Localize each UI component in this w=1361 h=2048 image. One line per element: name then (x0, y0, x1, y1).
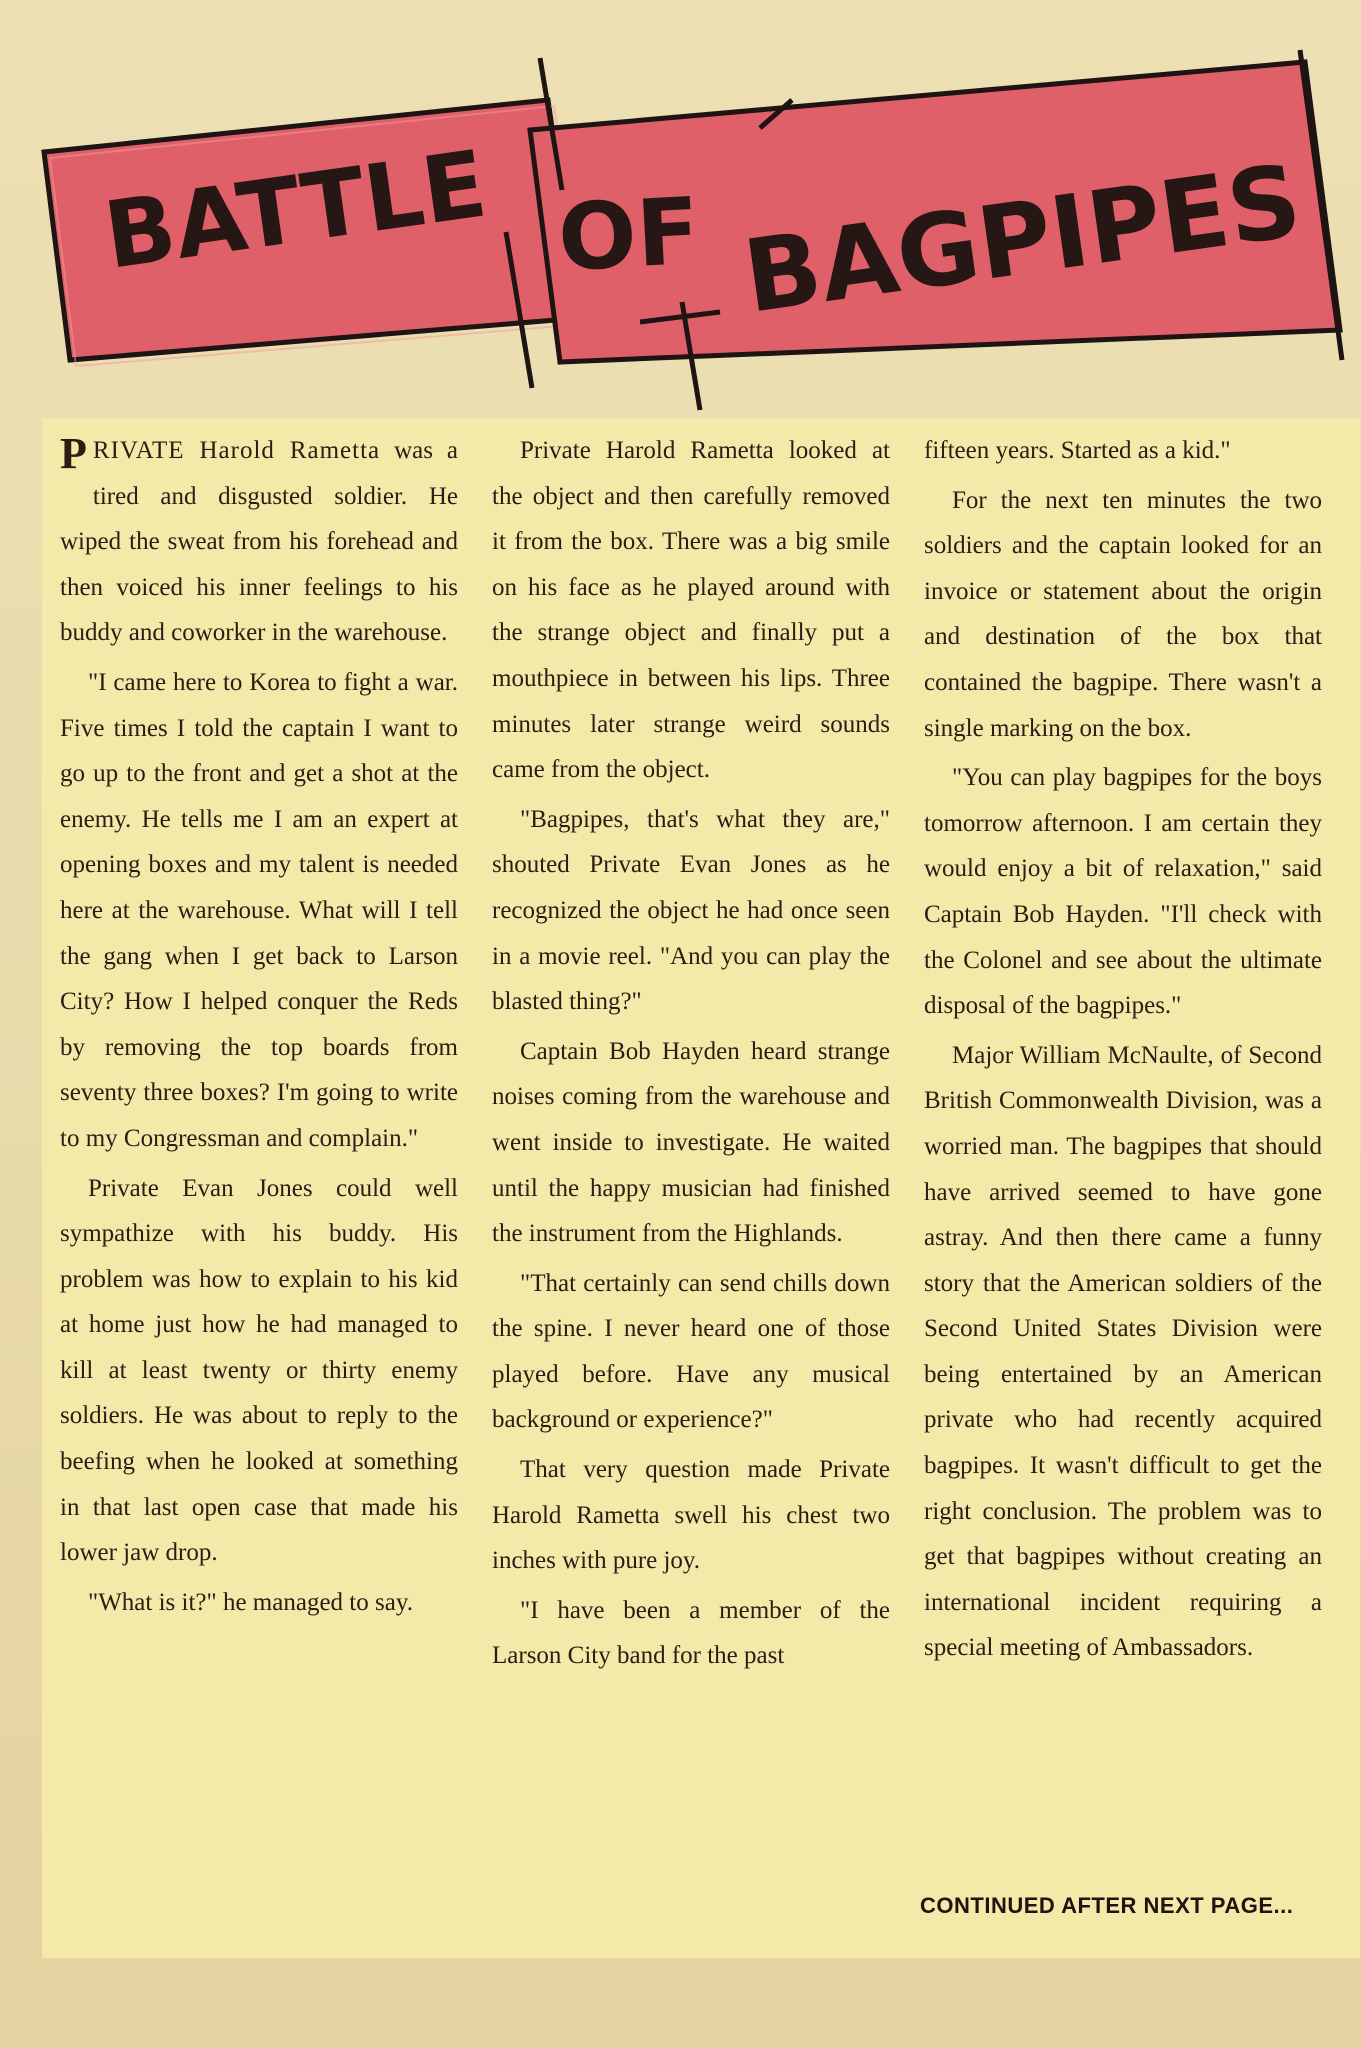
article-column-1 (60, 428, 458, 1908)
paragraph: Captain Bob Hayden heard strange noises coming from the warehouse and went inside to investigate. He waited until the happy musician had finished the instrument from the Highlands. (492, 1037, 890, 1248)
paragraph: For the next ten minutes the two soldiers and the captain looked for an invoice or statement about the origin and destination of the box that contained the bagpipe. There wasn't a single marking on the box. (924, 486, 1322, 742)
title-banner (0, 0, 1361, 420)
paragraph: Private Evan Jones could well sympathize with his buddy. His problem was how to explain to his kid at home just how he had managed to kill at least twenty or thirty enemy soldiers. He was about to reply to the beefing when he looked at something in that last open case that made his lower jaw drop. (60, 1174, 458, 1567)
continued-notice: CONTINUED AFTER NEXT PAGE... (920, 1893, 1294, 1918)
paragraph: "What is it?" he managed to say. (88, 1588, 413, 1616)
paragraph: Major William McNaulte, of Second British Commonwealth Division, was a worried man. The bagpipes that should have arrived seemed to have gone astray. And then there came a funny story that the American soldiers of the Second United States Division were being entertained by an American private who had recently acquired bagpipes. It wasn't difficult to get the right conclusion. The problem was to get that bagpipes without creating an international incident requiring a special meeting of Ambassadors. (924, 1041, 1322, 1662)
paragraph: That very question made Private Harold Rametta swell his chest two inches with pure joy. (492, 1456, 890, 1575)
paragraph: "I have been a member of the Larson City band for the past (492, 1596, 890, 1670)
drop-cap: P (60, 429, 87, 478)
article-column-3 (924, 428, 1322, 1908)
paragraph: "You can play bagpipes for the boys tomorrow afternoon. I am certain they would enjoy a bit of relaxation," said Captain Bob Hayden. "I'll check with the Colonel and see about the ultimate disposal of the bagpipes." (924, 764, 1322, 1020)
paragraph-text: was a tired and disgusted soldier. He wiped the sweat from his forehead and then voiced his inner feelings to his buddy and coworker in the warehouse. (60, 437, 458, 647)
lead-in: RIVATE Harold Rametta (92, 437, 381, 464)
title-word-of: OF (555, 177, 703, 292)
article-columns (60, 428, 1322, 1908)
paragraph: Private Harold Rametta looked at the object and then carefully removed it from the box. There was a big smile on his face as he played around with the strange object and finally put a mouthpiece in between his lips. Three minutes later strange weird sounds came from the object. (492, 437, 890, 784)
title-word-battle: BATTLE (98, 130, 493, 290)
paragraph: fifteen years. Started as a kid." (924, 437, 1231, 464)
title-word-bagpipes: BAGPIPES (737, 141, 1308, 336)
article-column-2 (492, 428, 890, 1908)
paragraph (60, 428, 458, 656)
paragraph: "That certainly can send chills down the spine. I never heard one of those played before. Have any musical background or experience?" (492, 1269, 890, 1434)
paragraph: "I came here to Korea to fight a war. Five times I told the captain I want to go up to the front and get a shot at the enemy. He tells me I am an expert at opening boxes and my talent is needed here at the warehouse. What will I tell the gang when I get back to Larson City? How I helped conquer the Reds by removing the top boards from seventy three boxes? I'm going to write to my Congressman and complain." (60, 668, 458, 1152)
paragraph: "Bagpipes, that's what they are," shouted Private Evan Jones as he recognized the object he had once seen in a movie reel. "And you can play the blasted thing?" (492, 805, 890, 1016)
